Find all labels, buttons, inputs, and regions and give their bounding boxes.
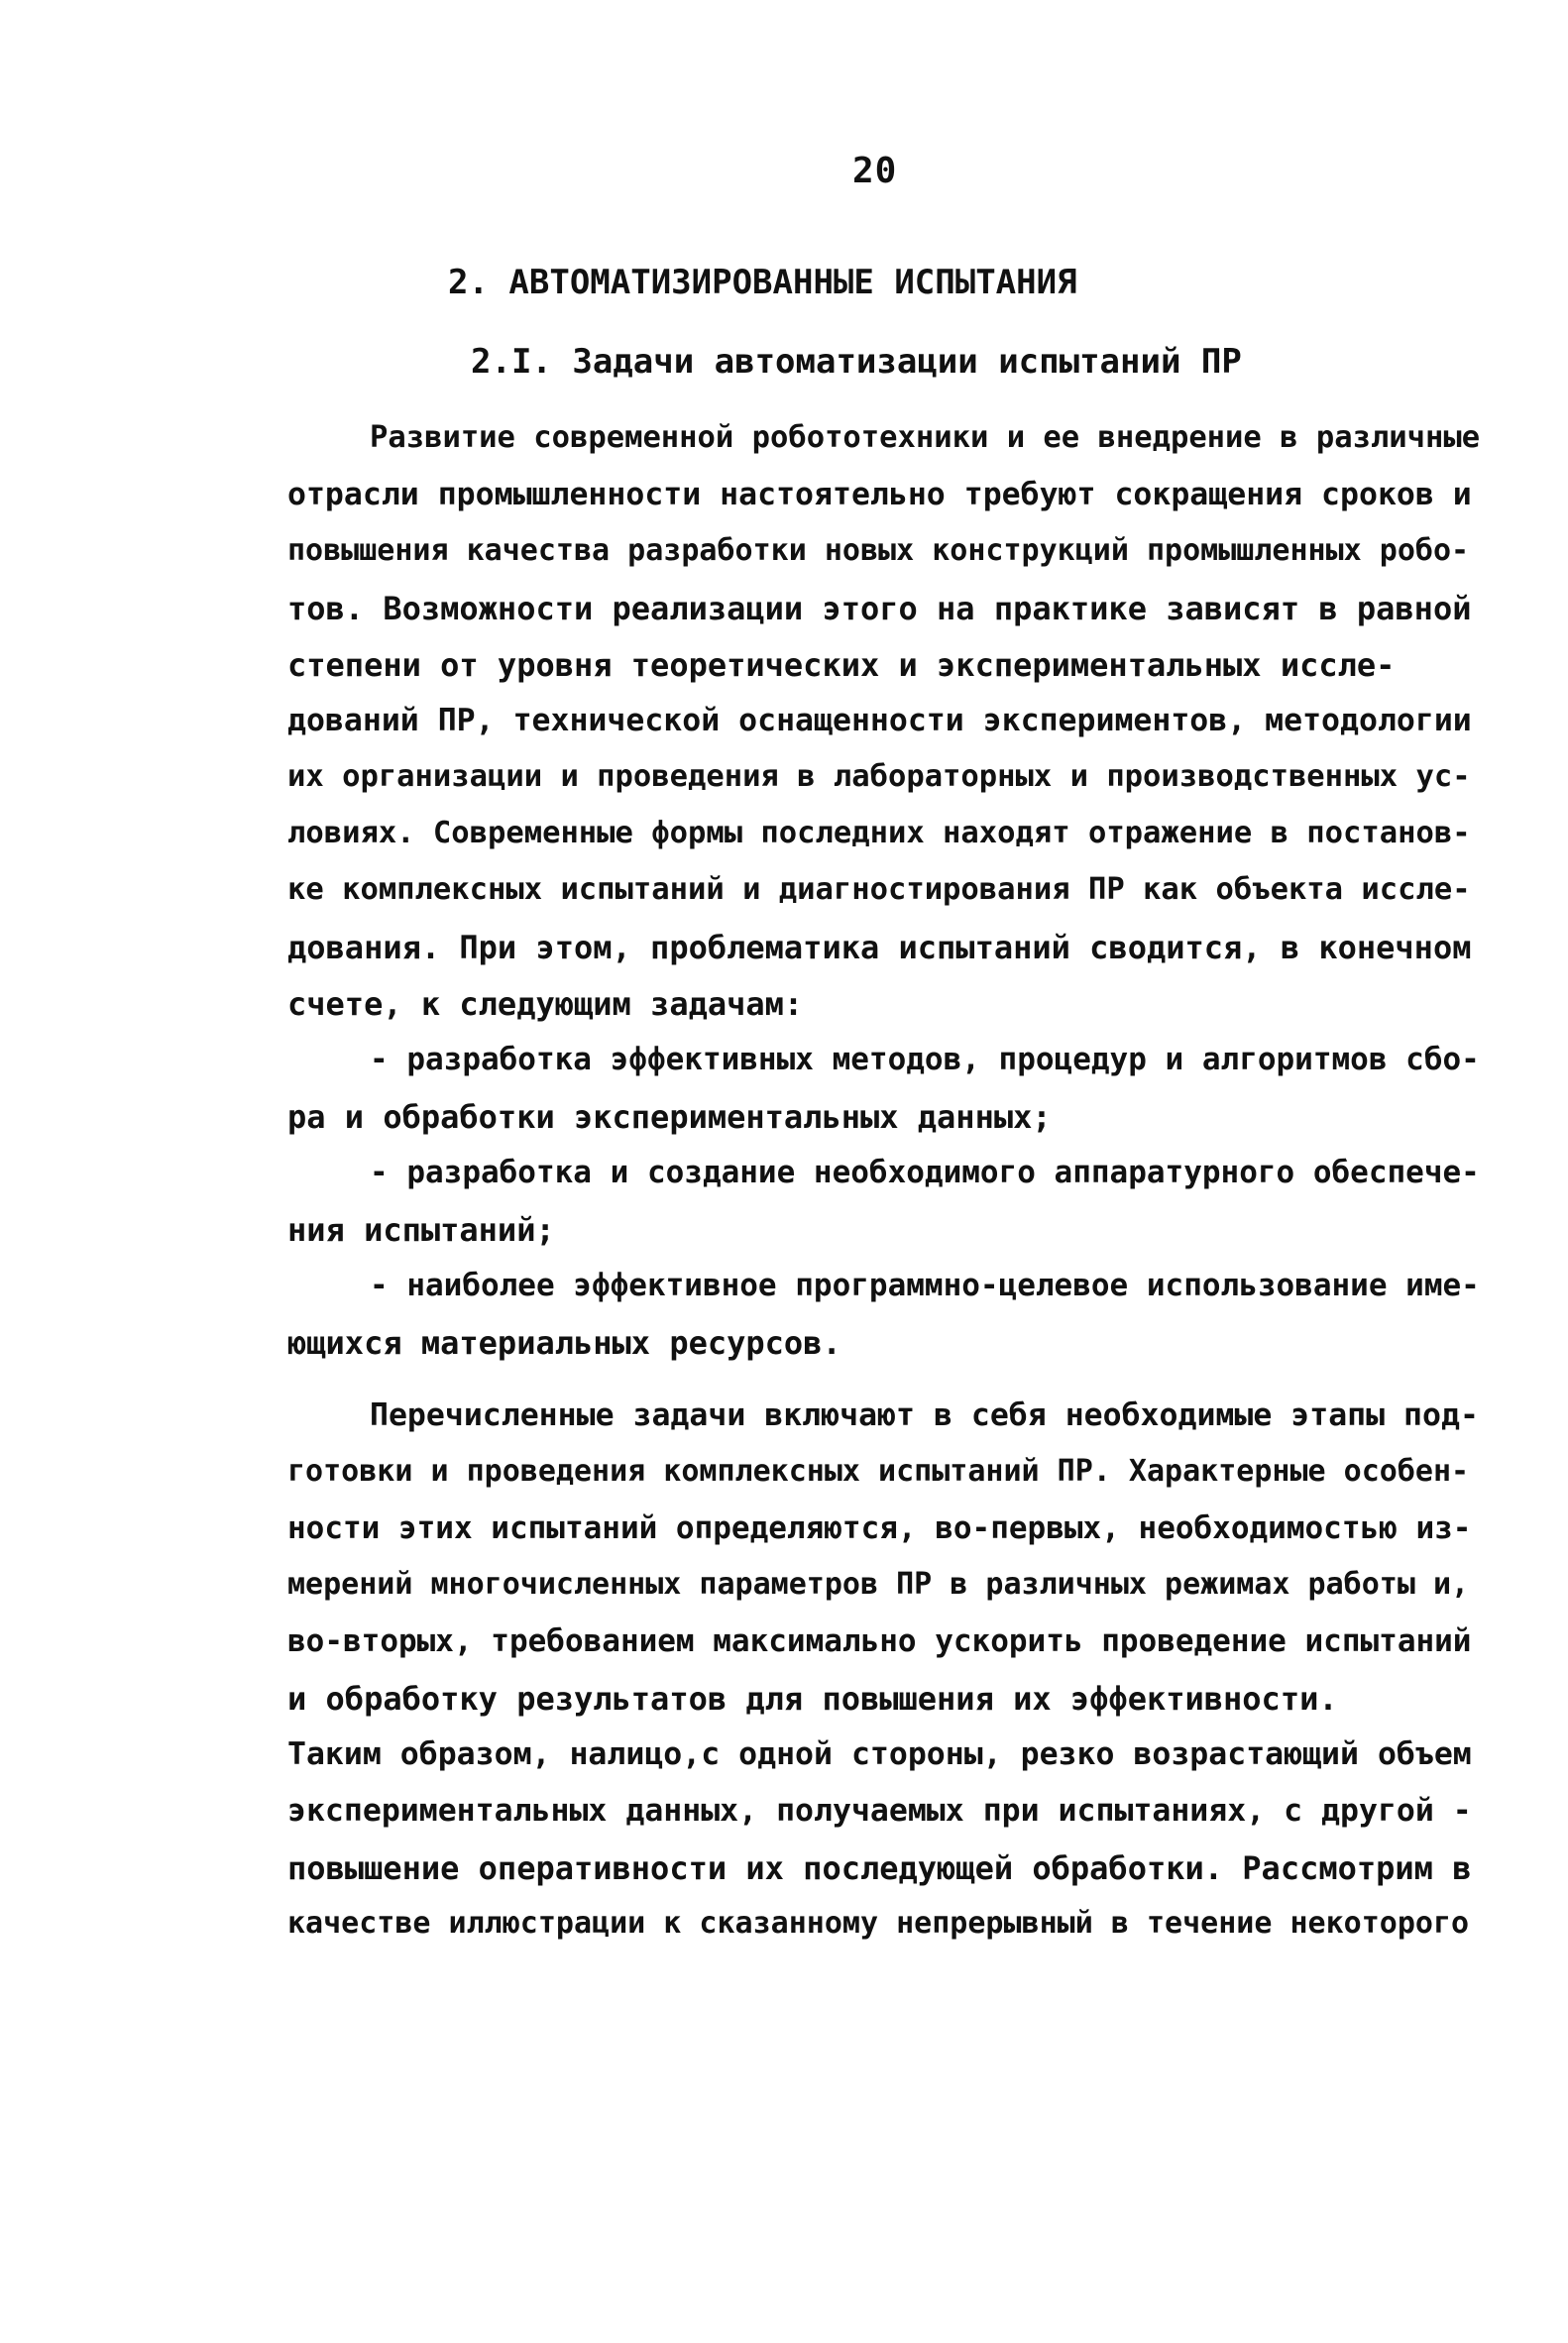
- text-line: готовки и проведения комплексных испытаний ПР. Характерные особен-: [287, 1454, 1470, 1489]
- section-title: 2.I. Задачи автоматизации испытаний ПР: [471, 342, 1242, 382]
- text-line: во-вторых, требованием максимально ускорить проведение испытаний: [287, 1623, 1472, 1659]
- text-line: ния испытаний;: [287, 1211, 555, 1249]
- text-line: ющихся материальных ресурсов.: [287, 1324, 841, 1362]
- text-line: - разработка и создание необходимого аппаратурного обеспече-: [370, 1155, 1480, 1190]
- text-line: степени от уровня теоретических и экспериментальных иссле-: [287, 646, 1396, 684]
- text-line: и обработку результатов для повышения их эффективности.: [287, 1680, 1338, 1718]
- text-line: отрасли промышленности настоятельно требуют сокращения сроков и: [287, 477, 1472, 512]
- text-line: - наиболее эффективное программно-целевое использование име-: [370, 1268, 1480, 1303]
- chapter-title: 2. АВТОМАТИЗИРОВАННЫЕ ИСПЫТАНИЯ: [448, 263, 1077, 302]
- text-line: - разработка эффективных методов, процедур и алгоритмов сбо-: [370, 1042, 1480, 1077]
- text-line: дований ПР, технической оснащенности экспериментов, методологии: [287, 703, 1472, 738]
- text-line: мерений многочисленных параметров ПР в различных режимах работы и,: [287, 1567, 1470, 1602]
- text-line: дования. При этом, проблематика испытаний сводится, в конечном: [287, 929, 1472, 966]
- text-line: ловиях. Современные формы последних находят отражение в постанов-: [287, 816, 1471, 850]
- text-line: Таким образом, налицо,с одной стороны, резко возрастающий объем: [287, 1736, 1472, 1772]
- text-line: Перечисленные задачи включают в себя необходимые этапы под-: [370, 1397, 1479, 1433]
- text-line: их организации и проведения в лабораторных и производственных ус-: [287, 759, 1471, 794]
- text-line: экспериментальных данных, получаемых при испытаниях, с другой -: [287, 1793, 1472, 1829]
- text-line: ке комплексных испытаний и диагностирования ПР как объекта иссле-: [287, 872, 1471, 907]
- text-line: качестве иллюстрации к сказанному непрерывный в течение некоторого: [287, 1906, 1470, 1941]
- text-line: Развитие современной робототехники и ее внедрение в различные: [370, 420, 1481, 455]
- text-line: повышение оперативности их последующей обработки. Рассмотрим в: [287, 1849, 1472, 1887]
- text-line: ра и обработки экспериментальных данных;: [287, 1098, 1052, 1136]
- text-line: счете, к следующим задачам:: [287, 985, 804, 1023]
- text-line: тов. Возможности реализации этого на практике зависят в равной: [287, 590, 1472, 627]
- text-line: повышения качества разработки новых конструкций промышленных робо-: [287, 533, 1470, 568]
- page-number: 20: [852, 151, 898, 191]
- text-line: ности этих испытаний определяются, во-первых, необходимостью из-: [287, 1510, 1472, 1546]
